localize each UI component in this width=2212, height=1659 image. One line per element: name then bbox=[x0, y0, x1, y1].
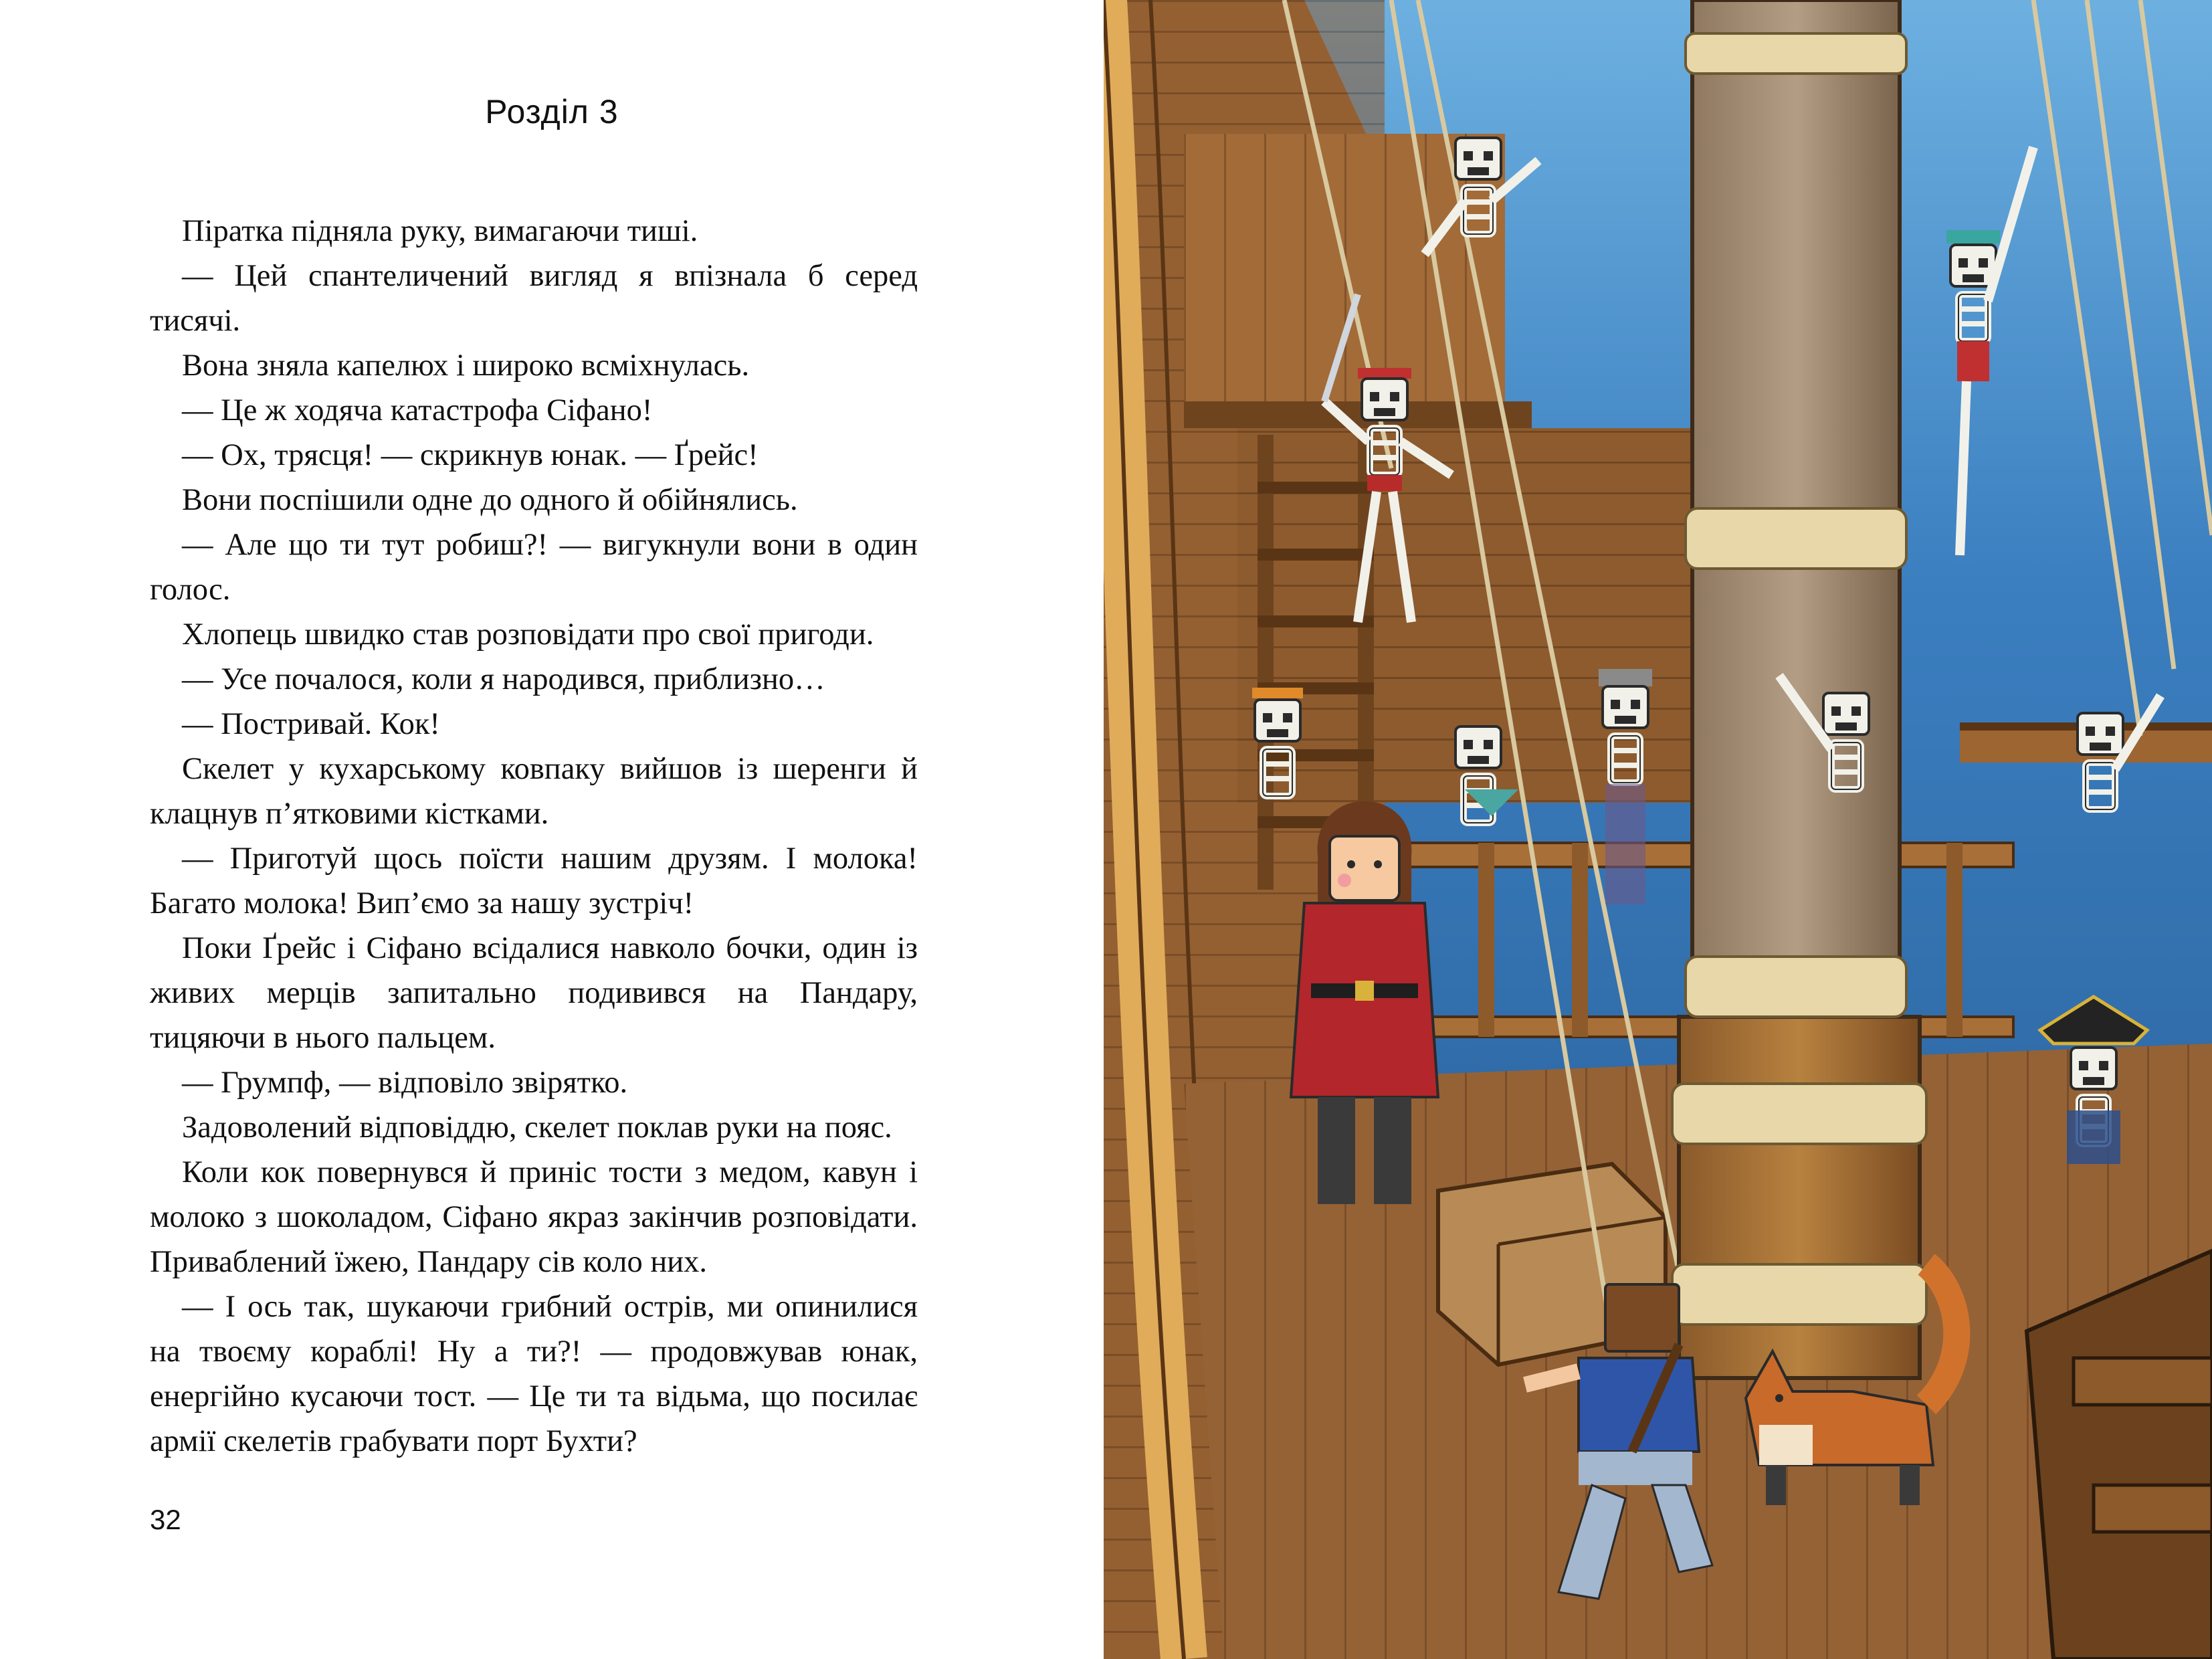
paragraph: — Цей спантеличений вигляд я впізнала б серед тисячі. bbox=[150, 259, 918, 338]
main-mast bbox=[1672, 0, 1926, 1378]
paragraph: — Грумпф, — відповіло звірятко. bbox=[182, 1066, 628, 1100]
paragraph: Вона зняла капелюх і широко всміхнулась. bbox=[182, 349, 750, 383]
chapter-title: Розділ 3 bbox=[485, 93, 619, 130]
page-number: 32 bbox=[150, 1504, 181, 1535]
paragraph: — Це ж ходяча катастрофа Сіфано! bbox=[182, 393, 653, 427]
paragraph: Вони поспішили одне до одного й обійнялись. bbox=[182, 483, 798, 517]
paragraph: — Усе почалося, коли я народився, приблизно… bbox=[182, 662, 825, 696]
body-text bbox=[150, 209, 918, 1464]
paragraph: Задоволений відповіддю, скелет поклав руки на пояс. bbox=[182, 1110, 892, 1145]
paragraph: — Постривай. Кок! bbox=[182, 707, 440, 741]
paragraph: — І ось так, шукаючи грибний острів, ми опинилися на твоєму кораблі! Ну а ти?! — продовжував юнак, енергійно кусаючи тост. — Це ти та відьма, що посилає армії скелетів грабувати порт Бухти? bbox=[150, 1290, 918, 1458]
paragraph: — Приготуй щось поїсти нашим друзям. І молока! Багато молока! Вип’ємо за нашу зустріч! bbox=[150, 842, 918, 920]
left-page bbox=[0, 0, 1104, 1659]
paragraph: Піратка підняла руку, вимагаючи тиші. bbox=[182, 214, 698, 248]
paragraph: Скелет у кухарському ковпаку вийшов із шеренги й клацнув п’ятковими кістками. bbox=[150, 752, 918, 831]
pirate-ship-illustration bbox=[1104, 0, 2212, 1659]
paragraph: Хлопець швидко став розповідати про свої пригоди. bbox=[182, 617, 874, 652]
paragraph: Поки Ґрейс і Сіфано всідалися навколо бочки, один із живих мерців запитально подивився на Пандару, тицяючи в нього пальцем. bbox=[150, 931, 918, 1055]
paragraph: — Ох, трясця! — скрикнув юнак. — Ґрейс! bbox=[182, 438, 759, 472]
paragraph: Коли кок повернувся й приніс тости з медом, кавун і молоко з шоколадом, Сіфано якраз закінчив розповідати. Приваблений їжею, Пандару сів коло них. bbox=[150, 1155, 918, 1279]
paragraph: — Але що ти тут робиш?! — вигукнули вони в один голос. bbox=[150, 528, 918, 607]
